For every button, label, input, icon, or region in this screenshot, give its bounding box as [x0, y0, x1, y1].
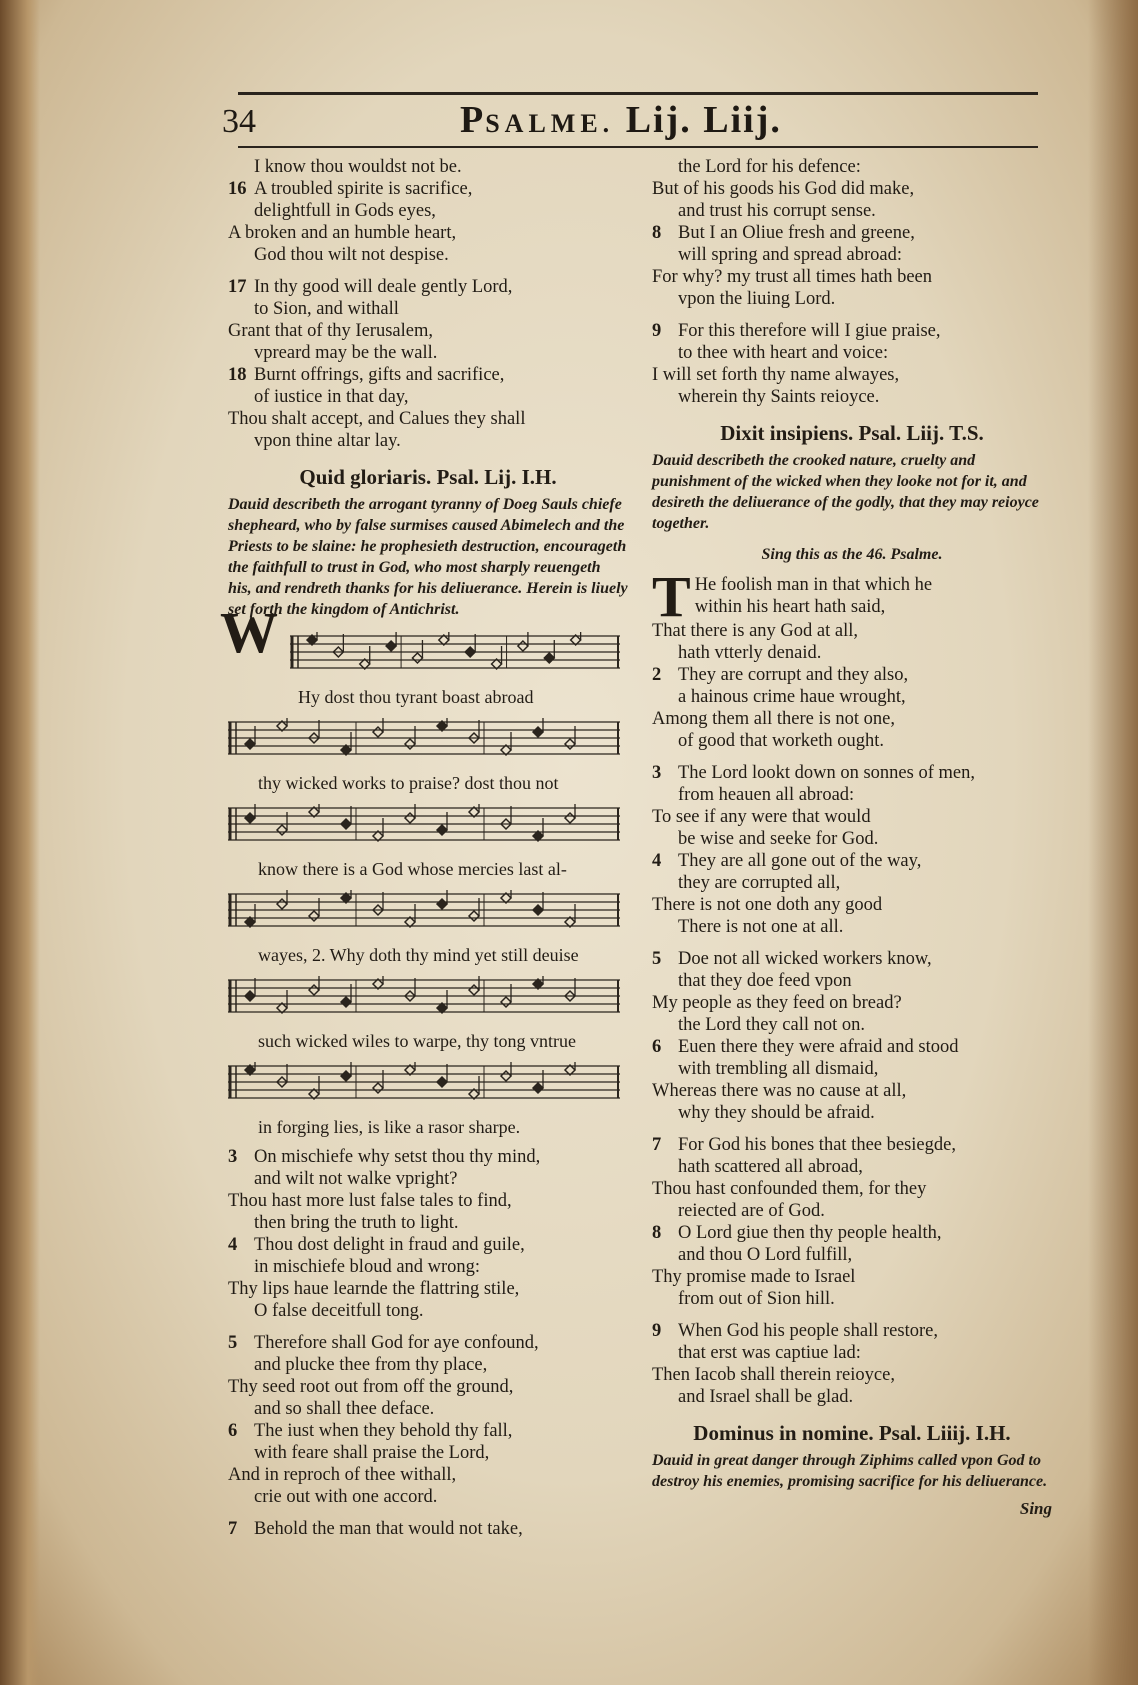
verse-number: 9	[652, 321, 662, 341]
verse-line	[652, 784, 1052, 806]
verse-text: But of his goods his God did make,	[652, 179, 915, 199]
verse-number: 6	[228, 1421, 238, 1441]
verse-text: The iust when they behold thy fall,	[254, 1421, 513, 1441]
verse-text: On mischiefe why setst thou thy mind,	[254, 1147, 541, 1167]
verse-text: vpreard may be the wall.	[254, 343, 438, 363]
music-note	[465, 647, 475, 657]
verse-number: 18	[228, 365, 247, 385]
verse-line	[228, 222, 628, 244]
verse-number: 5	[652, 949, 662, 969]
music-note	[309, 985, 319, 995]
verse-text: and Israel shall be glad.	[678, 1387, 854, 1407]
verse-number: 6	[652, 1037, 662, 1057]
verse-number: 8	[652, 223, 662, 243]
verse-line	[228, 430, 628, 452]
music-note	[386, 641, 396, 651]
verse-line	[652, 620, 1052, 642]
verse-line	[652, 806, 1052, 828]
running-head-smallcaps: SALME.	[485, 109, 615, 138]
right-verses-d	[652, 762, 1052, 938]
verse-text: The Lord lookt down on sonnes of men,	[678, 763, 975, 783]
drop-cap-w: W	[220, 600, 278, 665]
verse-text: the Lord they call not on.	[678, 1015, 866, 1035]
music-note	[544, 653, 554, 663]
verse-number: 4	[652, 851, 662, 871]
verse-line	[652, 266, 1052, 288]
verse-line	[228, 1190, 628, 1212]
verse-line	[228, 1464, 628, 1486]
verse-text: from out of Sion hill.	[678, 1289, 835, 1309]
header-rule-bottom	[238, 146, 1038, 148]
verse-line	[228, 1278, 628, 1300]
music-note	[277, 825, 287, 835]
music-staff-4	[228, 888, 620, 932]
verse-text: For why? my trust all times hath been	[652, 267, 933, 287]
verse-line	[652, 730, 1052, 752]
verse-text: God thou wilt not despise.	[254, 245, 449, 265]
verse-text: Thou hast more lust false tales to find,	[228, 1191, 512, 1211]
verse-text: hath vtterly denaid.	[678, 643, 822, 663]
verse-text: and trust his corrupt sense.	[678, 201, 876, 221]
verse-line	[652, 1266, 1052, 1288]
verse-line	[228, 342, 628, 364]
right-verses-e	[652, 948, 1052, 1124]
music-note	[501, 997, 511, 1007]
verse-text: and wilt not walke vpright?	[254, 1169, 458, 1189]
verse-text: They are corrupt and they also,	[678, 665, 909, 685]
verse-line	[228, 244, 628, 266]
verse-line	[652, 1178, 1052, 1200]
verse-line	[228, 1168, 628, 1190]
page-edge-right	[1088, 0, 1138, 1685]
music-note	[437, 1077, 447, 1087]
verse-line	[652, 992, 1052, 1014]
verse-line	[652, 386, 1052, 408]
music-staff-2	[228, 716, 620, 760]
verse-line	[228, 1146, 628, 1168]
music-staff-3	[228, 802, 620, 846]
verse-line	[652, 222, 1052, 244]
music-note	[533, 1083, 543, 1093]
verse-line	[228, 1234, 628, 1256]
verse-number: 3	[228, 1147, 238, 1167]
verse-text: Whereas there was no cause at all,	[652, 1081, 907, 1101]
lyric-line-2: thy wicked works to praise? dost thou not	[258, 773, 559, 793]
verse-number: 4	[228, 1235, 238, 1255]
verse-text: they are corrupted all,	[678, 873, 841, 893]
verse-line	[228, 1212, 628, 1234]
verse-line	[652, 1200, 1052, 1222]
verse-line	[228, 1300, 628, 1322]
verse-line	[652, 762, 1052, 784]
verse-line	[652, 872, 1052, 894]
verse-text: Among them all there is not one,	[652, 709, 896, 729]
verse-text: And in reproch of thee withall,	[228, 1465, 457, 1485]
verse-number: 3	[652, 763, 662, 783]
music-note	[533, 905, 543, 915]
verse-line	[228, 1420, 628, 1442]
drop-cap-t: T	[652, 574, 691, 620]
verse-number: 16	[228, 179, 247, 199]
verse-line	[652, 1102, 1052, 1124]
verse-text: Burnt offrings, gifts and sacrifice,	[254, 365, 505, 385]
verse-text: the Lord for his defence:	[678, 157, 861, 177]
verse-text: I will set forth thy name alwayes,	[652, 365, 900, 385]
verse-text: To see if any were that would	[652, 807, 871, 827]
verse-line	[652, 200, 1052, 222]
opening-line-2: within his heart hath said,	[694, 597, 886, 617]
verse-text: That there is any God at all,	[652, 621, 859, 641]
verse-line	[652, 916, 1052, 938]
verse-text: There is not one at all.	[678, 917, 844, 937]
verse-text: Therefore shall God for aye confound,	[254, 1333, 539, 1353]
verse-line	[652, 708, 1052, 730]
verse-text: They are all gone out of the way,	[678, 851, 922, 871]
verse-text: O false deceitfull tong.	[254, 1301, 424, 1321]
verse-text: O Lord giue then thy people health,	[678, 1223, 942, 1243]
verse-line	[228, 298, 628, 320]
verse-text: from heauen all abroad:	[678, 785, 855, 805]
verse-line	[652, 948, 1052, 970]
verse-line	[652, 1080, 1052, 1102]
music-notation	[220, 600, 628, 1138]
verse-line	[228, 408, 628, 430]
right-column	[652, 156, 1052, 1520]
music-note	[437, 825, 447, 835]
verse-line	[228, 1376, 628, 1398]
music-staff-5	[228, 974, 620, 1018]
verse-line	[228, 178, 628, 200]
verse-line	[228, 1256, 628, 1278]
right-verses-b	[652, 320, 1052, 408]
verse-number: 7	[652, 1135, 662, 1155]
verse-text: and thou O Lord fulfill,	[678, 1245, 853, 1265]
left-column	[220, 156, 628, 1540]
verse-line	[652, 1058, 1052, 1080]
verse-text: Then Iacob shall therein reioyce,	[652, 1365, 895, 1385]
music-note	[469, 985, 479, 995]
music-note	[309, 911, 319, 921]
verse-text: of iustice in that day,	[254, 387, 409, 407]
right-verses-a	[652, 156, 1052, 310]
left-verses-c	[228, 1146, 628, 1322]
verse-number: 2	[652, 665, 662, 685]
verse-line	[652, 1320, 1052, 1342]
verse-number: 17	[228, 277, 247, 297]
music-note	[437, 899, 447, 909]
verse-text: that erst was captiue lad:	[678, 1343, 861, 1363]
verse-text: For this therefore will I giue praise,	[678, 321, 941, 341]
psalm-52-heading: Quid gloriaris. Psal. Lij. I.H.	[299, 465, 557, 489]
verse-line	[652, 178, 1052, 200]
tune-direction: Sing this as the 46. Psalme.	[761, 546, 943, 563]
lyric-line-4: wayes, 2. Why doth thy mind yet still deuise	[258, 945, 579, 965]
verse-text: A troubled spirite is sacrifice,	[254, 179, 473, 199]
music-note	[469, 911, 479, 921]
left-verses-d	[228, 1332, 628, 1508]
verse-text: delightfull in Gods eyes,	[254, 201, 436, 221]
psalm-53-opening	[652, 574, 1052, 620]
running-head-initial: P	[460, 99, 486, 141]
verse-line	[228, 1354, 628, 1376]
verse-line	[652, 1036, 1052, 1058]
music-note	[373, 1083, 383, 1093]
verse-line	[652, 1342, 1052, 1364]
verse-text: crie out with one accord.	[254, 1487, 438, 1507]
verse-line	[652, 686, 1052, 708]
music-note	[501, 1071, 511, 1081]
verse-line	[652, 828, 1052, 850]
verse-text: to thee with heart and voice:	[678, 343, 889, 363]
verse-text: Grant that of thy Ierusalem,	[228, 321, 433, 341]
verse-line	[652, 364, 1052, 386]
verse-text: wherein thy Saints reioyce.	[678, 387, 880, 407]
verse-text: Doe not all wicked workers know,	[678, 949, 932, 969]
right-verses-c	[652, 620, 1052, 752]
verse-text: with feare shall praise the Lord,	[254, 1443, 490, 1463]
verse-text: A broken and an humble heart,	[228, 223, 457, 243]
verse-text: Thou dost delight in fraud and guile,	[254, 1235, 525, 1255]
verse-number: 7	[228, 1519, 238, 1539]
music-note	[533, 727, 543, 737]
verse-number: 8	[652, 1223, 662, 1243]
music-note	[565, 813, 575, 823]
verse-text: that they doe feed vpon	[678, 971, 852, 991]
verse-text: in mischiefe bloud and wrong:	[254, 1257, 481, 1277]
verse-line	[652, 342, 1052, 364]
verse-line	[652, 894, 1052, 916]
music-staff-1	[290, 630, 682, 674]
catchword: Sing	[1019, 1499, 1052, 1518]
verse-line	[228, 1486, 628, 1508]
verse-text: and so shall thee deface.	[254, 1399, 435, 1419]
music-note	[341, 1071, 351, 1081]
verse-text: When God his people shall restore,	[678, 1321, 938, 1341]
verse-line	[228, 200, 628, 222]
right-verses-g	[652, 1320, 1052, 1408]
verse-line	[228, 1442, 628, 1464]
verse-text: Thou hast confounded them, for they	[652, 1179, 927, 1199]
running-head	[460, 98, 782, 142]
verse-line	[652, 1288, 1052, 1310]
verse-line	[228, 1332, 628, 1354]
verse-text: Behold the man that would not take,	[254, 1519, 523, 1539]
verse-number: 5	[228, 1333, 238, 1353]
lyric-line-3: know there is a God whose mercies last al-	[258, 859, 567, 879]
verse-text: Euen there they were afraid and stood	[678, 1037, 959, 1057]
music-note	[341, 997, 351, 1007]
music-note	[518, 641, 528, 651]
verse-text: vpon the liuing Lord.	[678, 289, 836, 309]
psalm-54-heading: Dominus in nomine. Psal. Liiij. I.H.	[693, 1421, 1011, 1445]
verse-text: will spring and spread abroad:	[678, 245, 902, 265]
psalm-53-heading: Dixit insipiens. Psal. Liij. T.S.	[720, 421, 984, 445]
verse-line	[652, 320, 1052, 342]
page-number: 34	[222, 103, 256, 140]
left-verses-a	[228, 156, 628, 266]
verse-number: 9	[652, 1321, 662, 1341]
verse-text: a hainous crime haue wrought,	[678, 687, 906, 707]
verse-line	[652, 1134, 1052, 1156]
verse-text: Thy promise made to Israel	[652, 1267, 856, 1287]
page-edge-left	[0, 0, 40, 1685]
verse-text: of good that worketh ought.	[678, 731, 885, 751]
verse-line	[652, 1222, 1052, 1244]
verse-text: For God his bones that thee besiegde,	[678, 1135, 956, 1155]
lyric-line-6: in forging lies, is like a rasor sharpe.	[258, 1117, 521, 1137]
verse-text: hath scattered all abroad,	[678, 1157, 863, 1177]
left-verses-b	[228, 276, 628, 452]
verse-line	[652, 156, 1052, 178]
lyric-line-1: Hy dost thou tyrant boast abroad	[298, 687, 534, 707]
lyric-line-5: such wicked wiles to warpe, thy tong vntrue	[258, 1031, 576, 1051]
verse-line	[652, 664, 1052, 686]
verse-text: then bring the truth to light.	[254, 1213, 459, 1233]
verse-line	[652, 1156, 1052, 1178]
right-verses-f	[652, 1134, 1052, 1310]
verse-line	[228, 386, 628, 408]
verse-text: why they should be afraid.	[678, 1103, 875, 1123]
verse-text: In thy good will deale gently Lord,	[254, 277, 513, 297]
verse-line	[652, 1386, 1052, 1408]
verse-text: Thou shalt accept, and Calues they shall	[228, 409, 526, 429]
verse-text: be wise and seeke for God.	[678, 829, 879, 849]
verse-line	[652, 1244, 1052, 1266]
running-head-numbers: Lij. Liij.	[625, 99, 782, 141]
verse-line	[228, 320, 628, 342]
verse-text: with trembling all dismaid,	[678, 1059, 879, 1079]
music-note	[373, 727, 383, 737]
verse-line	[228, 276, 628, 298]
verse-text: There is not one doth any good	[652, 895, 883, 915]
music-note	[565, 739, 575, 749]
verse-text: vpon thine altar lay.	[254, 431, 401, 451]
header-rule-top	[238, 92, 1038, 95]
psalm-53-argument: Dauid describeth the crooked nature, cruelty and punishment of the wicked when they looke not for it, and desireth the deliuerance of the godly, that they may reioyce together.	[652, 452, 1039, 532]
verse-line	[652, 1014, 1052, 1036]
verse-line	[652, 288, 1052, 310]
verse-text: and plucke thee from thy place,	[254, 1355, 488, 1375]
music-note	[245, 991, 255, 1001]
verse-text: I know thou wouldst not be.	[254, 157, 462, 177]
music-note	[245, 739, 255, 749]
psalm-52-argument: Dauid describeth the arrogant tyranny of Doeg Sauls chiefe shepheard, who by false surmises caused Abimelech and the Priests to be slaine: he prophesieth destruction, encourageth the faithfull to trust in God, who most sharply reuengeth his, and rendreth thanks for his deliuerance. Herein is liuely set forth the kingdom of Antichrist.	[228, 496, 628, 618]
music-note	[277, 899, 287, 909]
music-note	[245, 813, 255, 823]
verse-line	[652, 1364, 1052, 1386]
music-note	[341, 819, 351, 829]
verse-line	[228, 1398, 628, 1420]
verse-line	[652, 970, 1052, 992]
verse-text: to Sion, and withall	[254, 299, 399, 319]
verse-text: Thy seed root out from off the ground,	[228, 1377, 514, 1397]
verse-text: My people as they feed on bread?	[652, 993, 902, 1013]
verse-line	[228, 156, 628, 178]
music-note	[412, 653, 422, 663]
verse-line	[652, 244, 1052, 266]
verse-text: But I an Oliue fresh and greene,	[678, 223, 915, 243]
music-note	[405, 739, 415, 749]
verse-text: reiected are of God.	[678, 1201, 825, 1221]
music-staff-6	[228, 1060, 620, 1104]
verse-text: Thy lips haue learnde the flattring stile,	[228, 1279, 520, 1299]
psalm-54-argument: Dauid in great danger through Ziphims called vpon God to destroy his enemies, promising sacrifice for his deliuerance.	[652, 1452, 1048, 1490]
verse-line	[228, 364, 628, 386]
left-last-line	[228, 1518, 628, 1540]
opening-line-1: He foolish man in that which he	[694, 575, 933, 595]
verse-line	[652, 642, 1052, 664]
verse-line	[652, 850, 1052, 872]
music-note	[405, 813, 415, 823]
